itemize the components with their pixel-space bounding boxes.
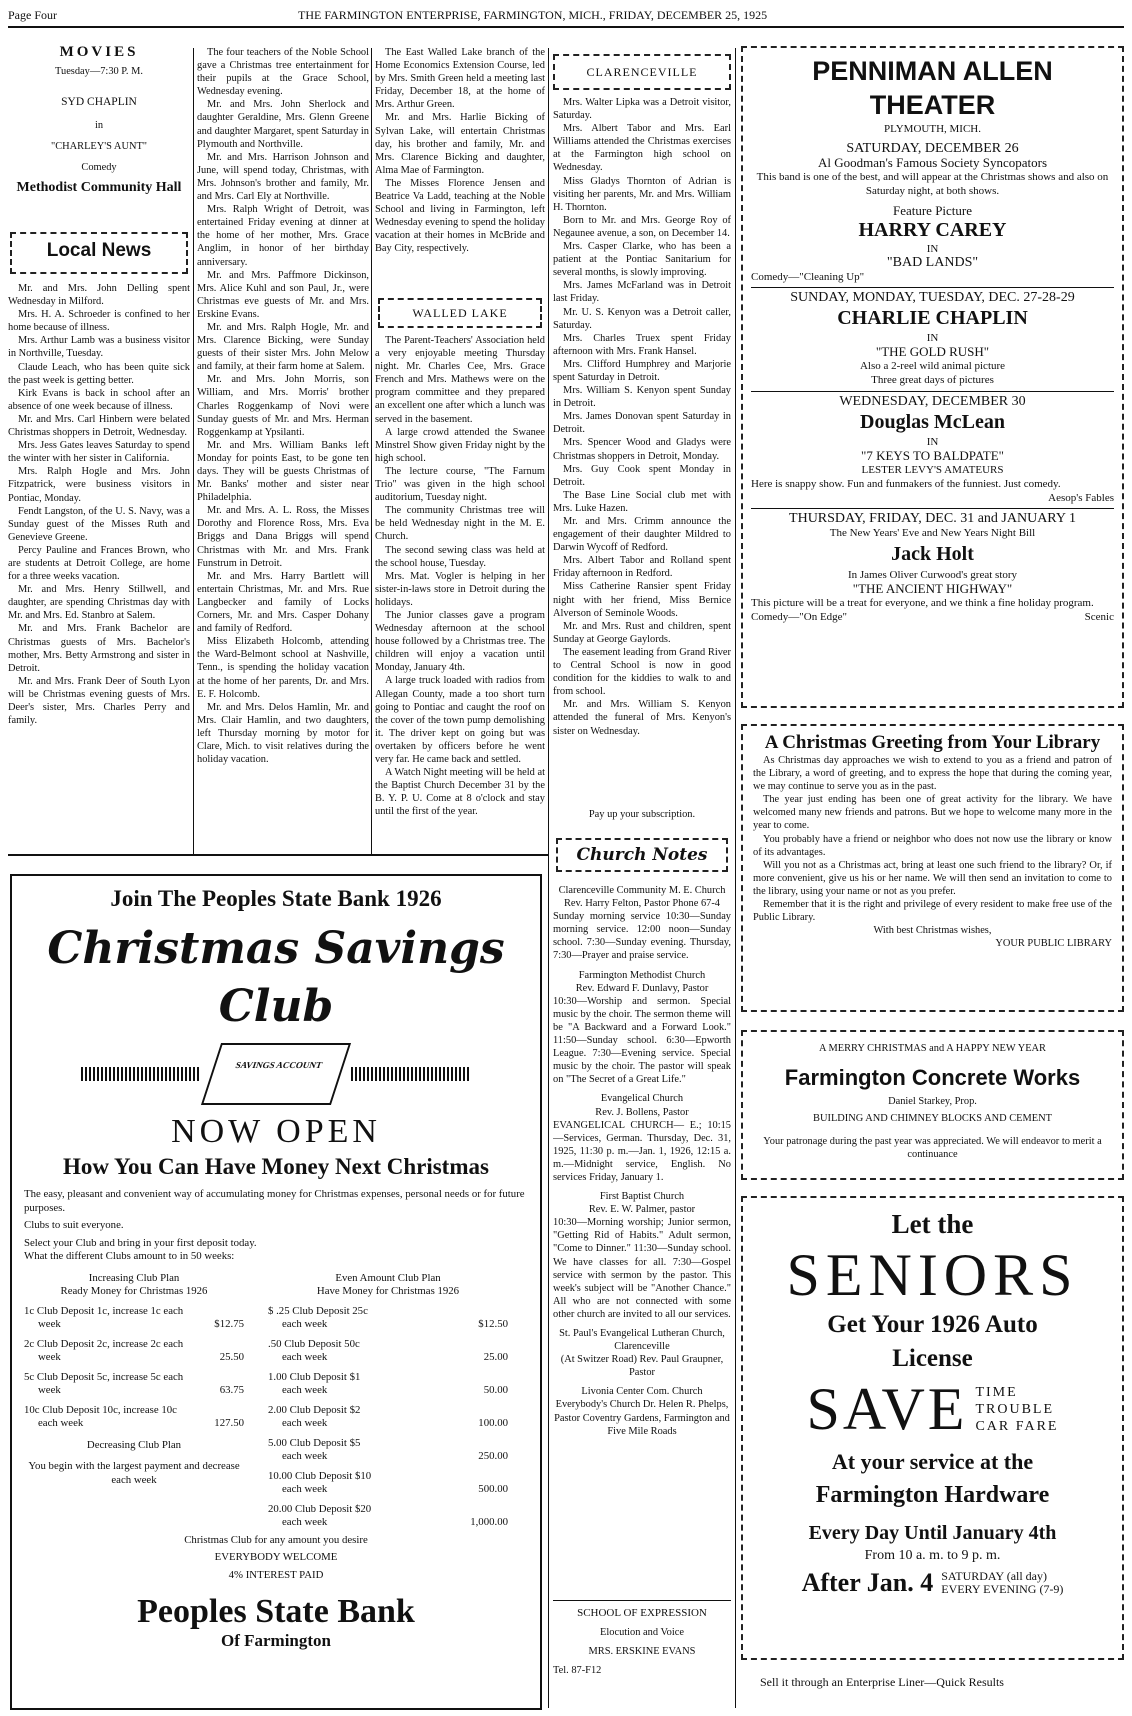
- sun-date: SUNDAY, MONDAY, TUESDAY, DEC. 27-28-29: [751, 287, 1114, 305]
- news-item: Mr. and Mrs. John Morris, son William, and Mrs. Morris' brother Charles Roggenkamp of Novi were Sunday guests of Mr. and Mrs. Herman Roggenkamp at Ypsilanti.: [197, 374, 369, 438]
- hardware-fare: CAR FARE: [975, 1418, 1059, 1434]
- church-services: 10:30—Worship and sermon. Special music by the choir. The sermon theme will be "A Backward and a Forward Look." 11:50—Sunday school. 6:30—Epworth League. 7:30—Evening service. Special music by the choir. The pastor will speak on "The Secret of a Great Life.": [553, 995, 731, 1086]
- club-plan-deposit: $ .25 Club Deposit 25c: [268, 1304, 368, 1317]
- club-plan-row: [24, 1371, 244, 1398]
- club-plan-row: [24, 1338, 244, 1365]
- increasing-plan: [24, 1272, 244, 1530]
- news-item: The easement leading from Grand River to Central School is now in good condition for the kiddies to walk to and from school.: [553, 646, 731, 698]
- library-greeting-ad: [741, 724, 1124, 1012]
- club-plan-period: week: [38, 1351, 61, 1363]
- club-plan-period: week: [38, 1318, 61, 1330]
- news-item: The community Christmas tree will be held Wednesday night in the M. E. Church.: [375, 505, 545, 543]
- news-item: The Parent-Teachers' Association held a very enjoyable meeting Thursday night. Mr. Charles Cee, Mrs. Grace French and Mrs. Mathews were on the program committee and they prepared an excellent one after which a lunch was served in the basement.: [375, 335, 545, 425]
- news-item: Mr. and Mrs. Paffmore Dickinson, Mrs. Alice Kuhl and son Paul, Jr., were Christmas eve guests of Mr. and Mrs. Erskine Evans.: [197, 269, 369, 320]
- club-plan-total: 500.00: [478, 1483, 508, 1495]
- news-item: Miss Elizabeth Holcomb, attending the Ward-Belmont school at Nashville, Tenn., is spending the holiday vacation at the home of her parents, Dr. and Mrs. E. F. Holcomb.: [197, 636, 369, 700]
- club-plan-period: each week: [282, 1450, 328, 1462]
- news-item: Mr. and Mrs. William S. Kenyon attended the funeral of Mrs. Kenyon's sister on Wednesday.: [553, 699, 731, 737]
- club-plan-row: [268, 1470, 508, 1497]
- news-item: Mrs. Albert Tabor and Rolland spent Friday afternoon in Redford.: [553, 555, 731, 580]
- church-name: Evangelical Church: [600, 1093, 684, 1105]
- news-item: Percy Pauline and Frances Brown, who are students at Detroit College, are home for a three weeks vacation.: [8, 544, 190, 583]
- school-line1: Elocution and Voice: [600, 1627, 684, 1639]
- church-services: 10:30—Morning worship; Junior sermon, "Getting Rid of Habits." Adult sermon, "Come to Dinner." 11:30—Sunday school. We have classes for all. 7:30—Gospel service with sermon by the pastor. This week's subject will be "Another Chance." All who are not connected with some other church are invited to all our services.: [553, 1217, 731, 1320]
- thu-story: In James Oliver Curwood's great story: [847, 569, 1018, 581]
- local-news-heading: [10, 232, 188, 274]
- concrete-greet: A MERRY CHRISTMAS and A HAPPY NEW YEAR: [819, 1043, 1046, 1054]
- church-pastor: Rev. Harry Felton, Pastor Phone 67-4: [563, 898, 721, 910]
- news-item: Mr. and Mrs. Rust and children, spent Sunday at George Gaylords.: [553, 620, 731, 645]
- hardware-eve: EVERY EVENING (7-9): [941, 1582, 1064, 1596]
- bank-what: What the different Clubs amount to in 50 weeks:: [24, 1250, 235, 1262]
- church-notes-title: Church Notes: [576, 845, 708, 865]
- church-pastor: (At Switzer Road) Rev. Paul Graupner, Pastor: [560, 1354, 724, 1379]
- sat-act: Al Goodman's Famous Society Syncopators: [817, 155, 1048, 170]
- movies-film: "CHARLEY'S AUNT": [50, 141, 148, 153]
- club-plan-total: 100.00: [478, 1417, 508, 1429]
- club-plan-period: each week: [282, 1483, 328, 1495]
- bank-how: How You Can Have Money Next Christmas: [63, 1154, 489, 1179]
- thu-note: This picture will be a treat for everyone, and we think a fine holiday program.: [751, 597, 1094, 609]
- concrete-note: Your patronage during the past year was appreciated. We will endeavor to merit a continuance: [763, 1136, 1102, 1161]
- news-item: Mr. and Mrs. Crimm announce the engagement of their daughter Mildred to Darwin Wycoff of Redford.: [553, 516, 731, 554]
- walled-lake-body: [375, 334, 545, 850]
- thu-comedy: Comedy—"On Edge": [751, 611, 848, 623]
- dec-dec_sub: You begin with the largest payment and decrease each week: [28, 1460, 240, 1486]
- news-item: Mrs. Clifford Humphrey and Marjorie spent Saturday in Detroit.: [553, 358, 731, 383]
- news-item: A Watch Night meeting will be held at the Baptist Church December 31 by the B. Y. P. U. Come at 8 o'clock and stay until the first of the year.: [375, 767, 545, 818]
- club-plan-period: each week: [282, 1384, 328, 1396]
- news-item: Mr. and Mrs. Henry Stillwell, and daughter, are spending Christmas day with Mr. and Mrs. Ed. Stanbro at Salem.: [8, 584, 190, 622]
- hardware-l4: License: [892, 1345, 973, 1372]
- news-item: Mrs. Ralph Hogle and Mrs. John Fitzpatrick, were business visitors in Pontiac, Monday.: [8, 466, 190, 504]
- club-plan-row: [268, 1503, 508, 1530]
- hardware-l1: Let the: [891, 1209, 974, 1239]
- hardware-l5: At your service at the: [831, 1449, 1034, 1474]
- hardware-l8: From 10 a. m. to 9 p. m.: [864, 1548, 1001, 1563]
- hardware-license-ad: [741, 1196, 1124, 1660]
- hardware-l7: Every Day Until January 4th: [808, 1522, 1057, 1544]
- school-expression-ad: [553, 1600, 731, 1704]
- movies-time: Tuesday—7:30 P. M.: [55, 66, 143, 78]
- club-plan-row: [268, 1305, 508, 1332]
- theater-city: PLYMOUTH, MICH.: [884, 123, 981, 135]
- bank-interest: 4% INTEREST PAID: [228, 1568, 324, 1581]
- news-item: Kirk Evans is back in school after an absence of one week because of illness.: [8, 387, 190, 412]
- news-item: Mrs. James McFarland was in Detroit last Friday.: [553, 280, 731, 305]
- wed-film: "7 KEYS TO BALDPATE": [861, 448, 1004, 463]
- school-tel: Tel. 87-F12: [553, 1665, 602, 1677]
- local-news-body: [8, 282, 190, 850]
- hardware-sat: SATURDAY (all day): [941, 1569, 1048, 1583]
- club-plan-total: 25.50: [219, 1351, 244, 1363]
- news-item: The Base Line Social club met with Mrs. Luke Hazen.: [553, 489, 731, 514]
- church-name: First Baptist Church: [599, 1191, 685, 1203]
- news-item: A large crowd attended the Swanee Minstrel Show given Friday night by the high school.: [375, 426, 545, 464]
- news-item: Mr. and Mrs. A. L. Ross, the Misses Dorothy and Florence Ross, Mrs. Eva Briggs and Dana Briggs will spend Christmas with Mr. and Mrs. Frank Funstrum in Detroit.: [197, 505, 369, 569]
- church-name: Farmington Methodist Church: [578, 969, 706, 981]
- news-item: Mrs. Guy Cook spent Monday in Detroit.: [553, 463, 731, 488]
- bank-suit: Clubs to suit everyone.: [24, 1219, 124, 1231]
- clarenceville-body: [553, 96, 731, 792]
- concrete-prop: Daniel Starkey, Prop.: [888, 1096, 977, 1108]
- sun-note2: Three great days of pictures: [871, 374, 994, 386]
- movies-kind: Comedy: [81, 162, 117, 174]
- sun-film: "THE GOLD RUSH": [875, 344, 990, 359]
- page-number: Page Four: [8, 8, 57, 22]
- club-plan-total: $12.50: [478, 1318, 508, 1330]
- news-item: Fendt Langston, of the U. S. Navy, was a Sunday guest of the Misses Ruth and Genevieve Greene.: [8, 505, 190, 543]
- even-plan: [268, 1272, 508, 1530]
- bank-of: Of Farmington: [220, 1631, 332, 1650]
- movies-in: in: [94, 120, 104, 132]
- theater-name: PENNIMAN ALLEN THEATER: [812, 56, 1053, 120]
- wed-note: Here is snappy show. Fun and funmakers of the funniest. Just comedy.: [751, 478, 1061, 490]
- inc-title: Increasing Club Plan: [88, 1271, 180, 1284]
- movies-star: SYD CHAPLIN: [61, 96, 137, 109]
- walled-lake-title: WALLED LAKE: [412, 306, 508, 320]
- news-item: Mrs. James Donovan spent Saturday in Detroit.: [553, 411, 731, 436]
- concrete-line: BUILDING AND CHIMNEY BLOCKS AND CEMENT: [813, 1113, 1052, 1125]
- club-plan-deposit: 20.00 Club Deposit $20: [268, 1502, 372, 1515]
- sat-in: IN: [926, 243, 939, 255]
- library-p1: As Christmas day approaches we wish to extend to you as a friend and patron of the Library, a word of greeting, and to express the hope that during the coming year, we may continue to serve you as in the past.: [753, 755, 1112, 793]
- thu-bill: The New Years' Eve and New Years Night Bill: [829, 527, 1036, 539]
- news-item: Mr. and Mrs. Harry Bartlett will entertain Christmas, Mr. and Mrs. Rue Langbecker and family of Locks Corners, Mr. and Mrs. Casper Dohany and family of Redford.: [197, 570, 369, 635]
- club-plan-deposit: 5c Club Deposit 5c, increase 5c each: [24, 1370, 184, 1383]
- church-pastor: Everybody's Church Dr. Helen R. Phelps, Pastor Coventry Gardens, Farmington and Five Mile Roads: [554, 1399, 730, 1437]
- hardware-l3: Get Your 1926 Auto: [827, 1311, 1038, 1338]
- thu-scenic: Scenic: [1084, 611, 1114, 623]
- wed-co: LESTER LEVY'S AMATEURS: [861, 464, 1004, 476]
- club-plan-deposit: 2c Club Deposit 2c, increase 2c each: [24, 1337, 184, 1350]
- club-plan-deposit: 1.00 Club Deposit $1: [268, 1370, 361, 1383]
- sun-in: IN: [926, 332, 939, 344]
- news-item: Mr. and Mrs. Harlie Bicking of Sylvan Lake, will entertain Christmas day, his brother and family, Mr. and Mrs. Clarence Bicking and daughter, Alma Mae of Farmington.: [375, 112, 545, 176]
- club-plan-row: [24, 1404, 244, 1431]
- news-item: Mrs. Charles Truex spent Friday afternoon with Mrs. Frank Hansel.: [553, 332, 731, 357]
- club-plan-deposit: 2.00 Club Deposit $2: [268, 1403, 361, 1416]
- news-item: Mr. U. S. Kenyon was a Detroit caller, Saturday.: [553, 306, 731, 331]
- club-plan-period: week: [38, 1384, 61, 1396]
- library-title: A Christmas Greeting from Your Library: [764, 732, 1101, 753]
- news-item: Mr. and Mrs. John Sherlock and daughter Geraldine, Mrs. Glenn Greene and daughter Margaret, spent Saturday in Plymouth and Northville.: [197, 99, 369, 150]
- news-item: Mr. and Mrs. Ralph Hogle, Mr. and Mrs. Clarence Bicking, were Sunday guests of their sister Mrs. John Melow and family, at their farm home at Salem.: [197, 321, 369, 373]
- news-item: Mrs. Jess Gates leaves Saturday to spend the winter with her sister in California.: [8, 440, 190, 465]
- news-item: Mrs. Casper Clarke, who has been a patient at the Pontiac Sanitarium for several months, is slowly improving.: [553, 241, 731, 279]
- news-item: Mrs. H. A. Schroeder is confined to her home because of illness.: [8, 309, 190, 334]
- peoples-bank-ad: [10, 874, 542, 1710]
- walled-lake-heading: [378, 298, 542, 328]
- feature-label: Feature Picture: [892, 203, 973, 218]
- news-item: Mrs. William S. Kenyon spent Sunday in Detroit.: [553, 385, 731, 410]
- news-item: Mrs. Ralph Wright of Detroit, was entertained Friday evening at dinner at the home of her mother, Mrs. Grace Anglim, in honor of her birthday anniversary.: [197, 204, 369, 268]
- sun-note1: Also a 2-reel wild animal picture: [859, 360, 1006, 372]
- bank-select: Select your Club and bring in your first deposit today.: [24, 1236, 257, 1249]
- news-item: The East Walled Lake branch of the Home Economics Extension Course, led by Mrs. Smith Green held a meeting last Friday, December 18, at the home of Mrs. Arthur Green.: [375, 47, 545, 111]
- dec-dec_title: Decreasing Club Plan: [86, 1438, 182, 1451]
- bank-join: Join The Peoples State Bank 1926: [110, 886, 442, 911]
- thu-film: "THE ANCIENT HIGHWAY": [852, 581, 1013, 596]
- masthead-line: THE FARMINGTON ENTERPRISE, FARMINGTON, MICH., FRIDAY, DECEMBER 25, 1925: [298, 8, 768, 22]
- bank-club: Christmas Savings Club: [47, 923, 505, 1032]
- savings-book-icon: [201, 1043, 351, 1105]
- club-plan-period: each week: [282, 1516, 328, 1528]
- club-plan-deposit: 10c Club Deposit 10c, increase 10c: [24, 1403, 177, 1416]
- page-header: [8, 4, 1124, 28]
- penniman-theater-ad: [741, 46, 1124, 708]
- news-item: A large truck loaded with radios from Allegan County, made a too short turn going to Pontiac and caught the roof on the cover of the town pump demolishing it. The driver kept on going but was overtaken by officers before he went very far. He came back and settled.: [375, 675, 545, 765]
- thu-star: Jack Holt: [891, 543, 974, 565]
- hardware-seniors: SENIORS: [786, 1242, 1079, 1308]
- library-p2: The year just ending has been one of great activity for the library. We have welcomed many new friends and patrons. But we hope to welcome many more in the year to come.: [753, 794, 1112, 832]
- news-item: The Misses Florence Jensen and Beatrice Va Ladd, teaching at the Noble School and living in Farmington, left Wednesday evening to spend the holiday vacation at their homes in McBride and Bay City, respectively.: [375, 177, 545, 255]
- concrete-name: Farmington Concrete Works: [784, 1065, 1081, 1091]
- club-plan-row: [24, 1305, 244, 1332]
- club-plan-deposit: .50 Club Deposit 50c: [268, 1337, 360, 1350]
- club-plan-total: 25.00: [483, 1351, 508, 1363]
- news-item: Miss Gladys Thornton of Adrian is visiting her parents, Mr. and Mrs. William H. Thornton.: [553, 175, 731, 213]
- wed-date: WEDNESDAY, DECEMBER 30: [751, 391, 1114, 409]
- church-pastor: Rev. Edward F. Dunlavy, Pastor: [575, 982, 709, 994]
- hardware-after: After Jan. 4: [801, 1568, 934, 1597]
- enterprise-liner: Sell it through an Enterprise Liner—Quick Results: [760, 1676, 1004, 1689]
- wed-in: IN: [926, 436, 939, 448]
- bank-open: NOW OPEN: [171, 1113, 381, 1150]
- church-notes-body: [553, 878, 731, 1594]
- library-sign1: With best Christmas wishes,: [873, 925, 992, 937]
- clarenceville-heading: [553, 54, 731, 90]
- church-notes-heading: [556, 838, 728, 872]
- news-item: Mr. and Mrs. William Banks left Monday for points East, to be gone ten days. They will be guests Christmas of Mr. Banks' mother and sister near Philadelphia.: [197, 439, 369, 504]
- news-item: Mr. and Mrs. Frank Deer of South Lyon will be Christmas evening guests of Mrs. Deer's sister, Mrs. Charles Perry and family.: [8, 675, 190, 727]
- library-p3: You probably have a friend or neighbor who does not now use the library or know of its advantages.: [753, 833, 1112, 858]
- sat-film: "BAD LANDS": [886, 255, 979, 270]
- club-plan-period: each week: [282, 1417, 328, 1429]
- wed-fables: Aesop's Fables: [1048, 492, 1114, 504]
- news-item: The Junior classes gave a program Wednesday afternoon at the school house followed by a Christmas tree. The children will enjoy a vacation until Monday, January 4th.: [375, 609, 545, 674]
- club-plan-row: [268, 1404, 508, 1431]
- thu-date: THURSDAY, FRIDAY, DEC. 31 and JANUARY 1: [751, 508, 1114, 526]
- hardware-l6: Farmington Hardware: [815, 1482, 1050, 1508]
- bank-intro: The easy, pleasant and convenient way of accumulating money for Christmas expenses, personal needs or for future purposes.: [24, 1188, 525, 1214]
- inc-sub: Ready Money for Christmas 1926: [60, 1285, 208, 1297]
- news-item: Born to Mr. and Mrs. George Roy of Negaunee avenue, a son, on December 14.: [553, 214, 731, 239]
- concrete-works-ad: [741, 1030, 1124, 1180]
- news-item: Mr. and Mrs. Carl Hinbern were belated Christmas shoppers in Detroit, Wednesday.: [8, 413, 190, 439]
- church-name: Livonia Center Com. Church: [581, 1386, 703, 1398]
- library-sign2: YOUR PUBLIC LIBRARY: [995, 938, 1112, 950]
- bank-book-label: SAVINGS ACCOUNT: [234, 1060, 324, 1070]
- church-services: Sunday morning service 10:30—Sunday morning service. 12:00 noon—Sunday school. 7:30—Sunday evening. Thursday, 7:30—Prayer and praise service.: [553, 911, 731, 962]
- club-plan-period: each week: [282, 1351, 328, 1363]
- news-item: Mrs. Mat. Vogler is helping in her sister-in-laws store in Detroit during the holidays.: [375, 570, 545, 608]
- hardware-trouble: TROUBLE: [975, 1401, 1055, 1417]
- club-plan-total: $12.75: [214, 1318, 244, 1330]
- news-item: Claude Leach, who has been quite sick the past week is getting better.: [8, 361, 190, 386]
- club-plan-total: 250.00: [478, 1450, 508, 1462]
- news-item: The lecture course, "The Farnum Trio" was given in the high school auditorium, Tuesday night.: [375, 465, 545, 504]
- news-item: Mrs. Walter Lipka was a Detroit visitor, Saturday.: [553, 97, 731, 122]
- club-plan-deposit: 1c Club Deposit 1c, increase 1c each: [24, 1304, 184, 1317]
- library-p5: Remember that it is the right and privilege of every resident to make free use of the Public Library.: [753, 899, 1112, 924]
- church-services: EVANGELICAL CHURCH— E.; 10:15—Services, German. Thursday, Dec. 31, 1925, 11:30 p. m.—Jan. 1, 1926, 12:15 a. m.—Midnight service, English. No services Friday, January 1.: [553, 1119, 731, 1183]
- sun-star: CHARLIE CHAPLIN: [837, 307, 1028, 329]
- movies-venue: Methodist Community Hall: [16, 179, 182, 195]
- club-plan-period: each week: [38, 1417, 84, 1429]
- movies-title: MOVIES: [59, 46, 139, 60]
- news-item: Mrs. Albert Tabor and Mrs. Earl Williams attended the Christmas exercises at the Farmington high school on Wednesday.: [553, 123, 731, 174]
- library-p4: Will you not as a Christmas act, bring at least one such friend to the library? Or, if more convenient, give us his or her name. We will then send an invitation to come to the library, using your name or not as you prefer.: [753, 859, 1112, 897]
- sat-comedy: Comedy—"Cleaning Up": [751, 271, 865, 283]
- sat-date: SATURDAY, DECEMBER 26: [846, 141, 1019, 156]
- clarenceville-title: CLARENCEVILLE: [586, 65, 698, 79]
- bank-any: Christmas Club for any amount you desire: [184, 1533, 368, 1546]
- news-item: Mr. and Mrs. Frank Bachelor are Christmas guests of Mrs. Bachelor's mother, Mrs. Betty Armstrong and sister in Detroit.: [8, 623, 190, 674]
- church-pastor: Rev. E. W. Palmer, pastor: [588, 1204, 696, 1216]
- news-item: Mr. and Mrs. John Delling spent Wednesday in Milford.: [8, 283, 190, 308]
- club-plan-total: 63.75: [219, 1384, 244, 1396]
- club-plan-total: 1,000.00: [470, 1516, 508, 1528]
- local-news-title: Local News: [46, 240, 152, 261]
- news-item: Mrs. Arthur Lamb was a business visitor in Northville, Tuesday.: [8, 335, 190, 360]
- club-plan-deposit: 10.00 Club Deposit $10: [268, 1469, 372, 1482]
- school-line2: MRS. ERSKINE EVANS: [588, 1646, 696, 1658]
- column-two-body: [197, 46, 369, 850]
- news-item: Mr. and Mrs. Delos Hamlin, Mr. and Mrs. Clair Hamlin, and two daughters, left Thursday morning by motor for Clare, Mich. to visit relatives during the holiday vacation.: [197, 701, 369, 766]
- club-plan-row: [268, 1437, 508, 1464]
- club-plan-total: 127.50: [214, 1417, 244, 1429]
- church-name: St. Paul's Evangelical Lutheran Church, Clarenceville: [559, 1328, 725, 1353]
- news-item: Miss Catherine Ransier spent Friday night with her friend, Miss Bernice Alverson of Seminole Woods.: [553, 581, 731, 619]
- bank-welcome: EVERYBODY WELCOME: [214, 1551, 338, 1563]
- news-item: Mr. and Mrs. Harrison Johnson and June, will spend today, Christmas, with Mrs. Johnson's brother and family, Mr. and Mrs. Carl Ely at Northville.: [197, 151, 369, 203]
- column-three-top: [375, 46, 545, 296]
- hardware-save: SAVE: [806, 1376, 968, 1442]
- club-plan-row: [268, 1338, 508, 1365]
- club-plan-period: each week: [282, 1318, 328, 1330]
- even-sub: Have Money for Christmas 1926: [316, 1285, 460, 1297]
- club-plan-deposit: 5.00 Club Deposit $5: [268, 1436, 361, 1449]
- sat-star: HARRY CAREY: [858, 219, 1007, 241]
- news-item: Mrs. Spencer Wood and Gladys were Christmas shoppers in Detroit, Monday.: [553, 437, 731, 462]
- church-pastor: Rev. J. Bollens, Pastor: [595, 1106, 689, 1118]
- movies-notice: [8, 46, 190, 216]
- pay-subscription: Pay up your subscription.: [588, 809, 696, 820]
- hardware-time: TIME: [975, 1384, 1018, 1400]
- news-item: The four teachers of the Noble School gave a Christmas tree entertainment for their pupils at the Grace School, Wednesday evening.: [197, 47, 369, 98]
- club-plan-row: [268, 1371, 508, 1398]
- even-title: Even Amount Club Plan: [335, 1271, 441, 1284]
- club-plan-total: 50.00: [483, 1384, 508, 1396]
- bank-name: Peoples State Bank: [137, 1593, 415, 1630]
- sat-note: This band is one of the best, and will appear at the Christmas shows and also on Saturday night, at both shows.: [756, 171, 1109, 197]
- wed-star: Douglas McLean: [860, 411, 1005, 433]
- news-item: The second sewing class was held at the school house, Tuesday.: [375, 544, 545, 569]
- school-title: SCHOOL OF EXPRESSION: [577, 1607, 707, 1619]
- church-name: Clarenceville Community M. E. Church: [558, 885, 726, 896]
